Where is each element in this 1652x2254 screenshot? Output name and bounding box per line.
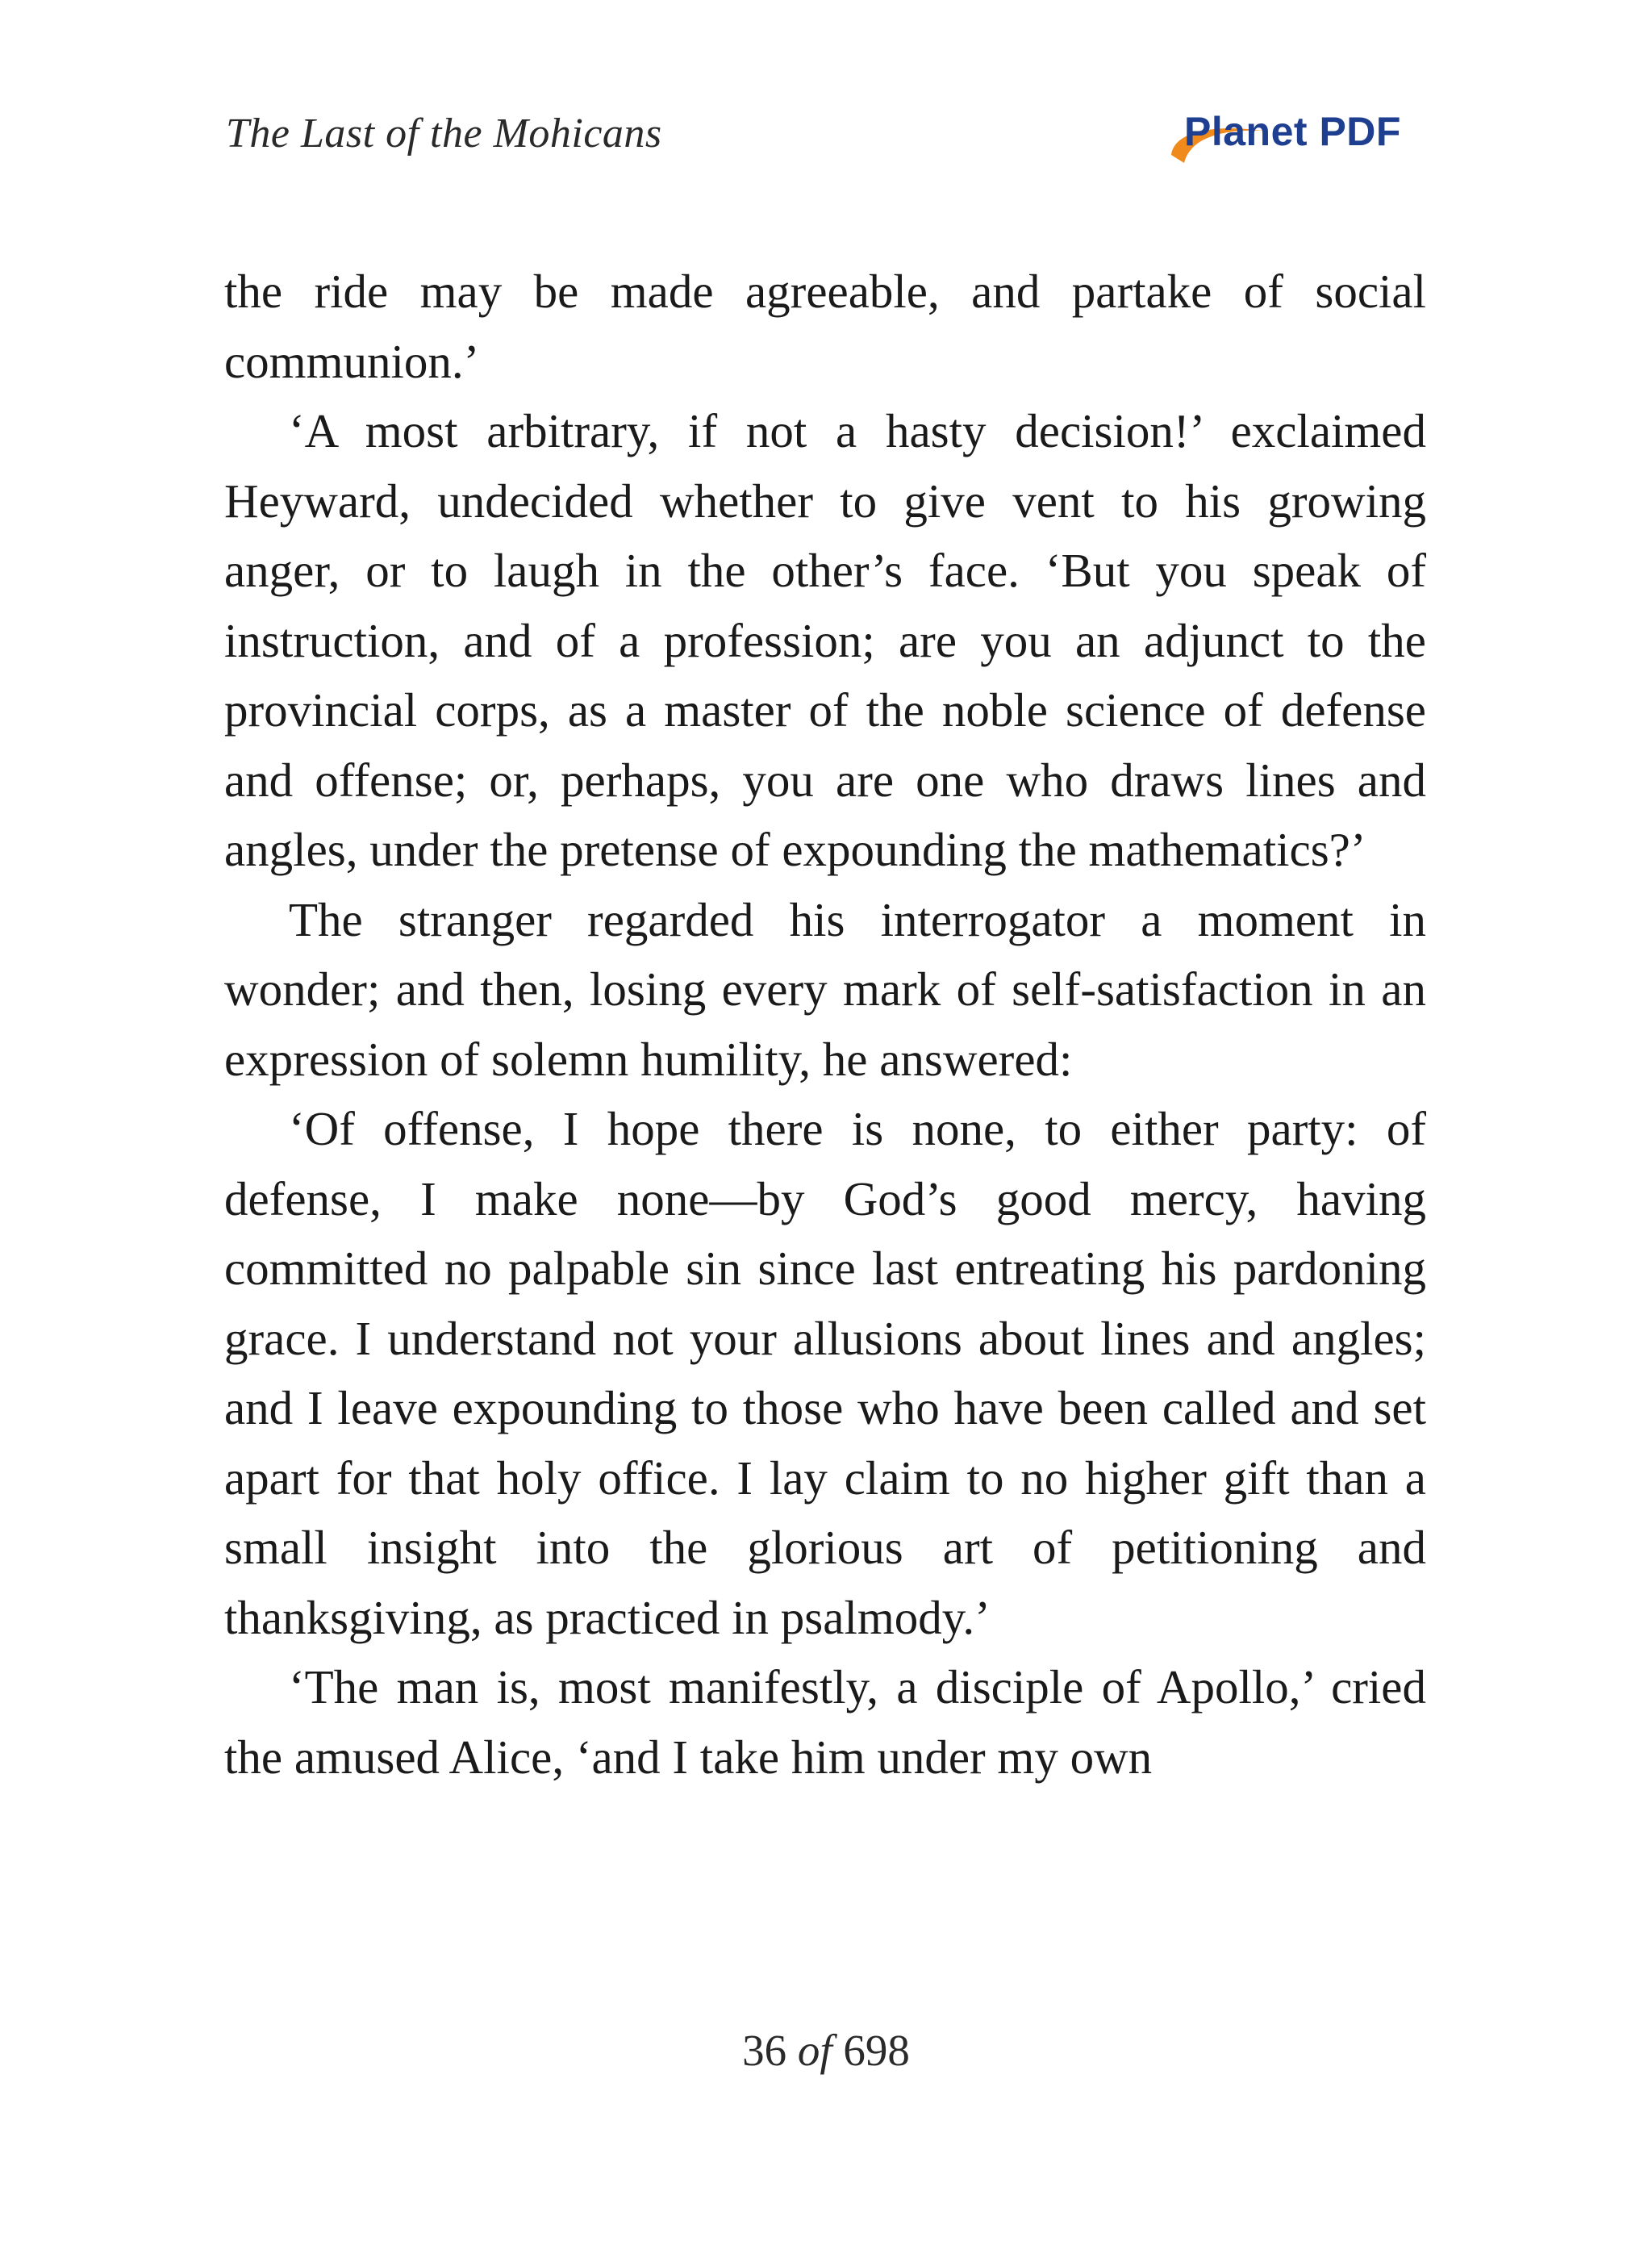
page-header: [226, 106, 1428, 171]
logo-text: Planet PDF: [1184, 109, 1401, 154]
planet-pdf-logo: [1166, 106, 1416, 171]
page-body: [224, 257, 1426, 1792]
book-title: The Last of the Mohicans: [226, 111, 662, 157]
current-page: 36: [742, 2026, 787, 2075]
page-of-word: of: [797, 2026, 832, 2075]
paragraph: ‘The man is, most manifestly, a disciple of Apollo,’ cried the amused Alice, ‘and I take him under my own: [224, 1660, 1426, 1784]
paragraph: The stranger regarded his interrogator a moment in wonder; and then, losing every mark of self-satisfaction in an expression of solemn humility, he answered:: [224, 892, 1426, 1086]
paragraph: ‘Of offense, I hope there is none, to either party: of defense, I make none—by God’s good mercy, having committed no palpable sin since last entreating his pardoning grace. I understand not your allusions about lines and angles; and I leave expounding to those who have been called and set apart for that holy office. I lay claim to no higher gift than a small insight into the glorious art of petitioning and thanksgiving, as practiced in psalmody.’: [224, 1102, 1426, 1644]
paragraph-continuation: the ride may be made agreeable, and partake of social communion.’: [224, 265, 1426, 388]
paragraph: ‘A most arbitrary, if not a hasty decision!’ exclaimed Heyward, undecided whether to give vent to his growing anger, or to laugh in the other’s face. ‘But you speak of instruction, and of a profession; are you an adjunct to the provincial corps, as a master of the noble science of defense and offense; or, perhaps, you are one who draws lines and angles, under the pretense of expounding the mathematics?’: [224, 404, 1426, 876]
page-number: [0, 2025, 1652, 2076]
total-pages: 698: [843, 2026, 910, 2075]
